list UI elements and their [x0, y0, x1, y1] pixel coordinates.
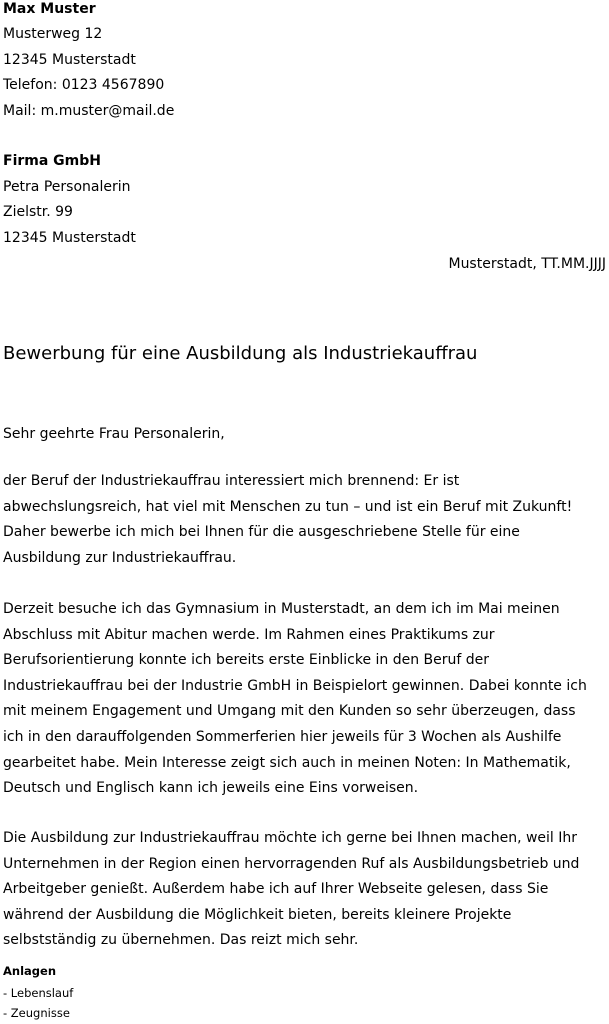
sender-phone: Telefon: 0123 4567890 [3, 77, 165, 93]
body-paragraph-1 [3, 469, 603, 571]
recipient-company: Firma GmbH [3, 153, 101, 169]
attachment-item: - Lebenslauf [3, 986, 74, 1000]
salutation: Sehr geehrte Frau Personalerin, [3, 426, 225, 442]
paragraph-line: während der Ausbildung die Möglichkeit bieten, bereits kleinere Projekte [3, 906, 512, 923]
paragraph-line: selbstständig zu übernehmen. Das reizt mich sehr. [3, 932, 359, 949]
paragraph-line: Deutsch und Englisch kann ich jeweils eine Eins vorweisen. [3, 780, 419, 797]
attachment-item: - Zeugnisse [3, 1006, 70, 1020]
paragraph-line: der Beruf der Industriekauffrau interessiert mich brennend: Er ist [3, 473, 460, 489]
paragraph-line: Daher bewerbe ich mich bei Ihnen für die ausgeschriebene Stelle für eine [3, 524, 520, 541]
recipient-city: 12345 Musterstadt [3, 230, 136, 246]
sender-name: Max Muster [3, 1, 96, 17]
recipient-street: Zielstr. 99 [3, 204, 73, 220]
body-paragraph-2 [3, 597, 603, 802]
paragraph-line: ich in den darauffolgenden Sommerferien hier jeweils für 3 Wochen als Aushilfe [3, 728, 562, 745]
paragraph-line: Ausbildung zur Industriekauffrau. [3, 549, 237, 566]
paragraph-line: mit meinem Engagement und Umgang mit den Kunden so sehr überzeugen, dass [3, 703, 576, 720]
paragraph-line: Die Ausbildung zur Industriekauffrau möchte ich gerne bei Ihnen machen, weil Ihr [3, 830, 578, 846]
letter-date: Musterstadt, TT.MM.JJJJ [448, 256, 606, 272]
paragraph-line: Berufsorientierung konnte ich bereits erste Einblicke in den Beruf der [3, 652, 490, 669]
sender-street: Musterweg 12 [3, 26, 103, 42]
sender-mail: Mail: m.muster@mail.de [3, 103, 175, 119]
attachments-heading: Anlagen [3, 964, 57, 978]
body-paragraph-3 [3, 826, 603, 954]
paragraph-line: Derzeit besuche ich das Gymnasium in Musterstadt, an dem ich im Mai meinen [3, 601, 560, 617]
paragraph-line: Arbeitgeber genießt. Außerdem habe ich auf Ihrer Webseite gelesen, dass Sie [3, 881, 549, 898]
paragraph-line: abwechslungsreich, hat viel mit Menschen zu tun – und ist ein Beruf mit Zukunft! [3, 498, 573, 515]
paragraph-line: Abschluss mit Abitur machen werde. Im Rahmen eines Praktikums zur [3, 626, 495, 643]
paragraph-line: gearbeitet habe. Mein Interesse zeigt sich auch in meinen Noten: In Mathematik, [3, 754, 571, 771]
paragraph-line: Industriekauffrau bei der Industrie GmbH in Beispielort gewinnen. Dabei konnte ich [3, 677, 587, 694]
sender-city: 12345 Musterstadt [3, 52, 136, 68]
paragraph-line: Unternehmen in der Region einen hervorragenden Ruf als Ausbildungsbetrieb und [3, 855, 580, 872]
recipient-contact: Petra Personalerin [3, 179, 131, 195]
letter-subject: Bewerbung für eine Ausbildung als Industriekauffrau [3, 343, 478, 364]
